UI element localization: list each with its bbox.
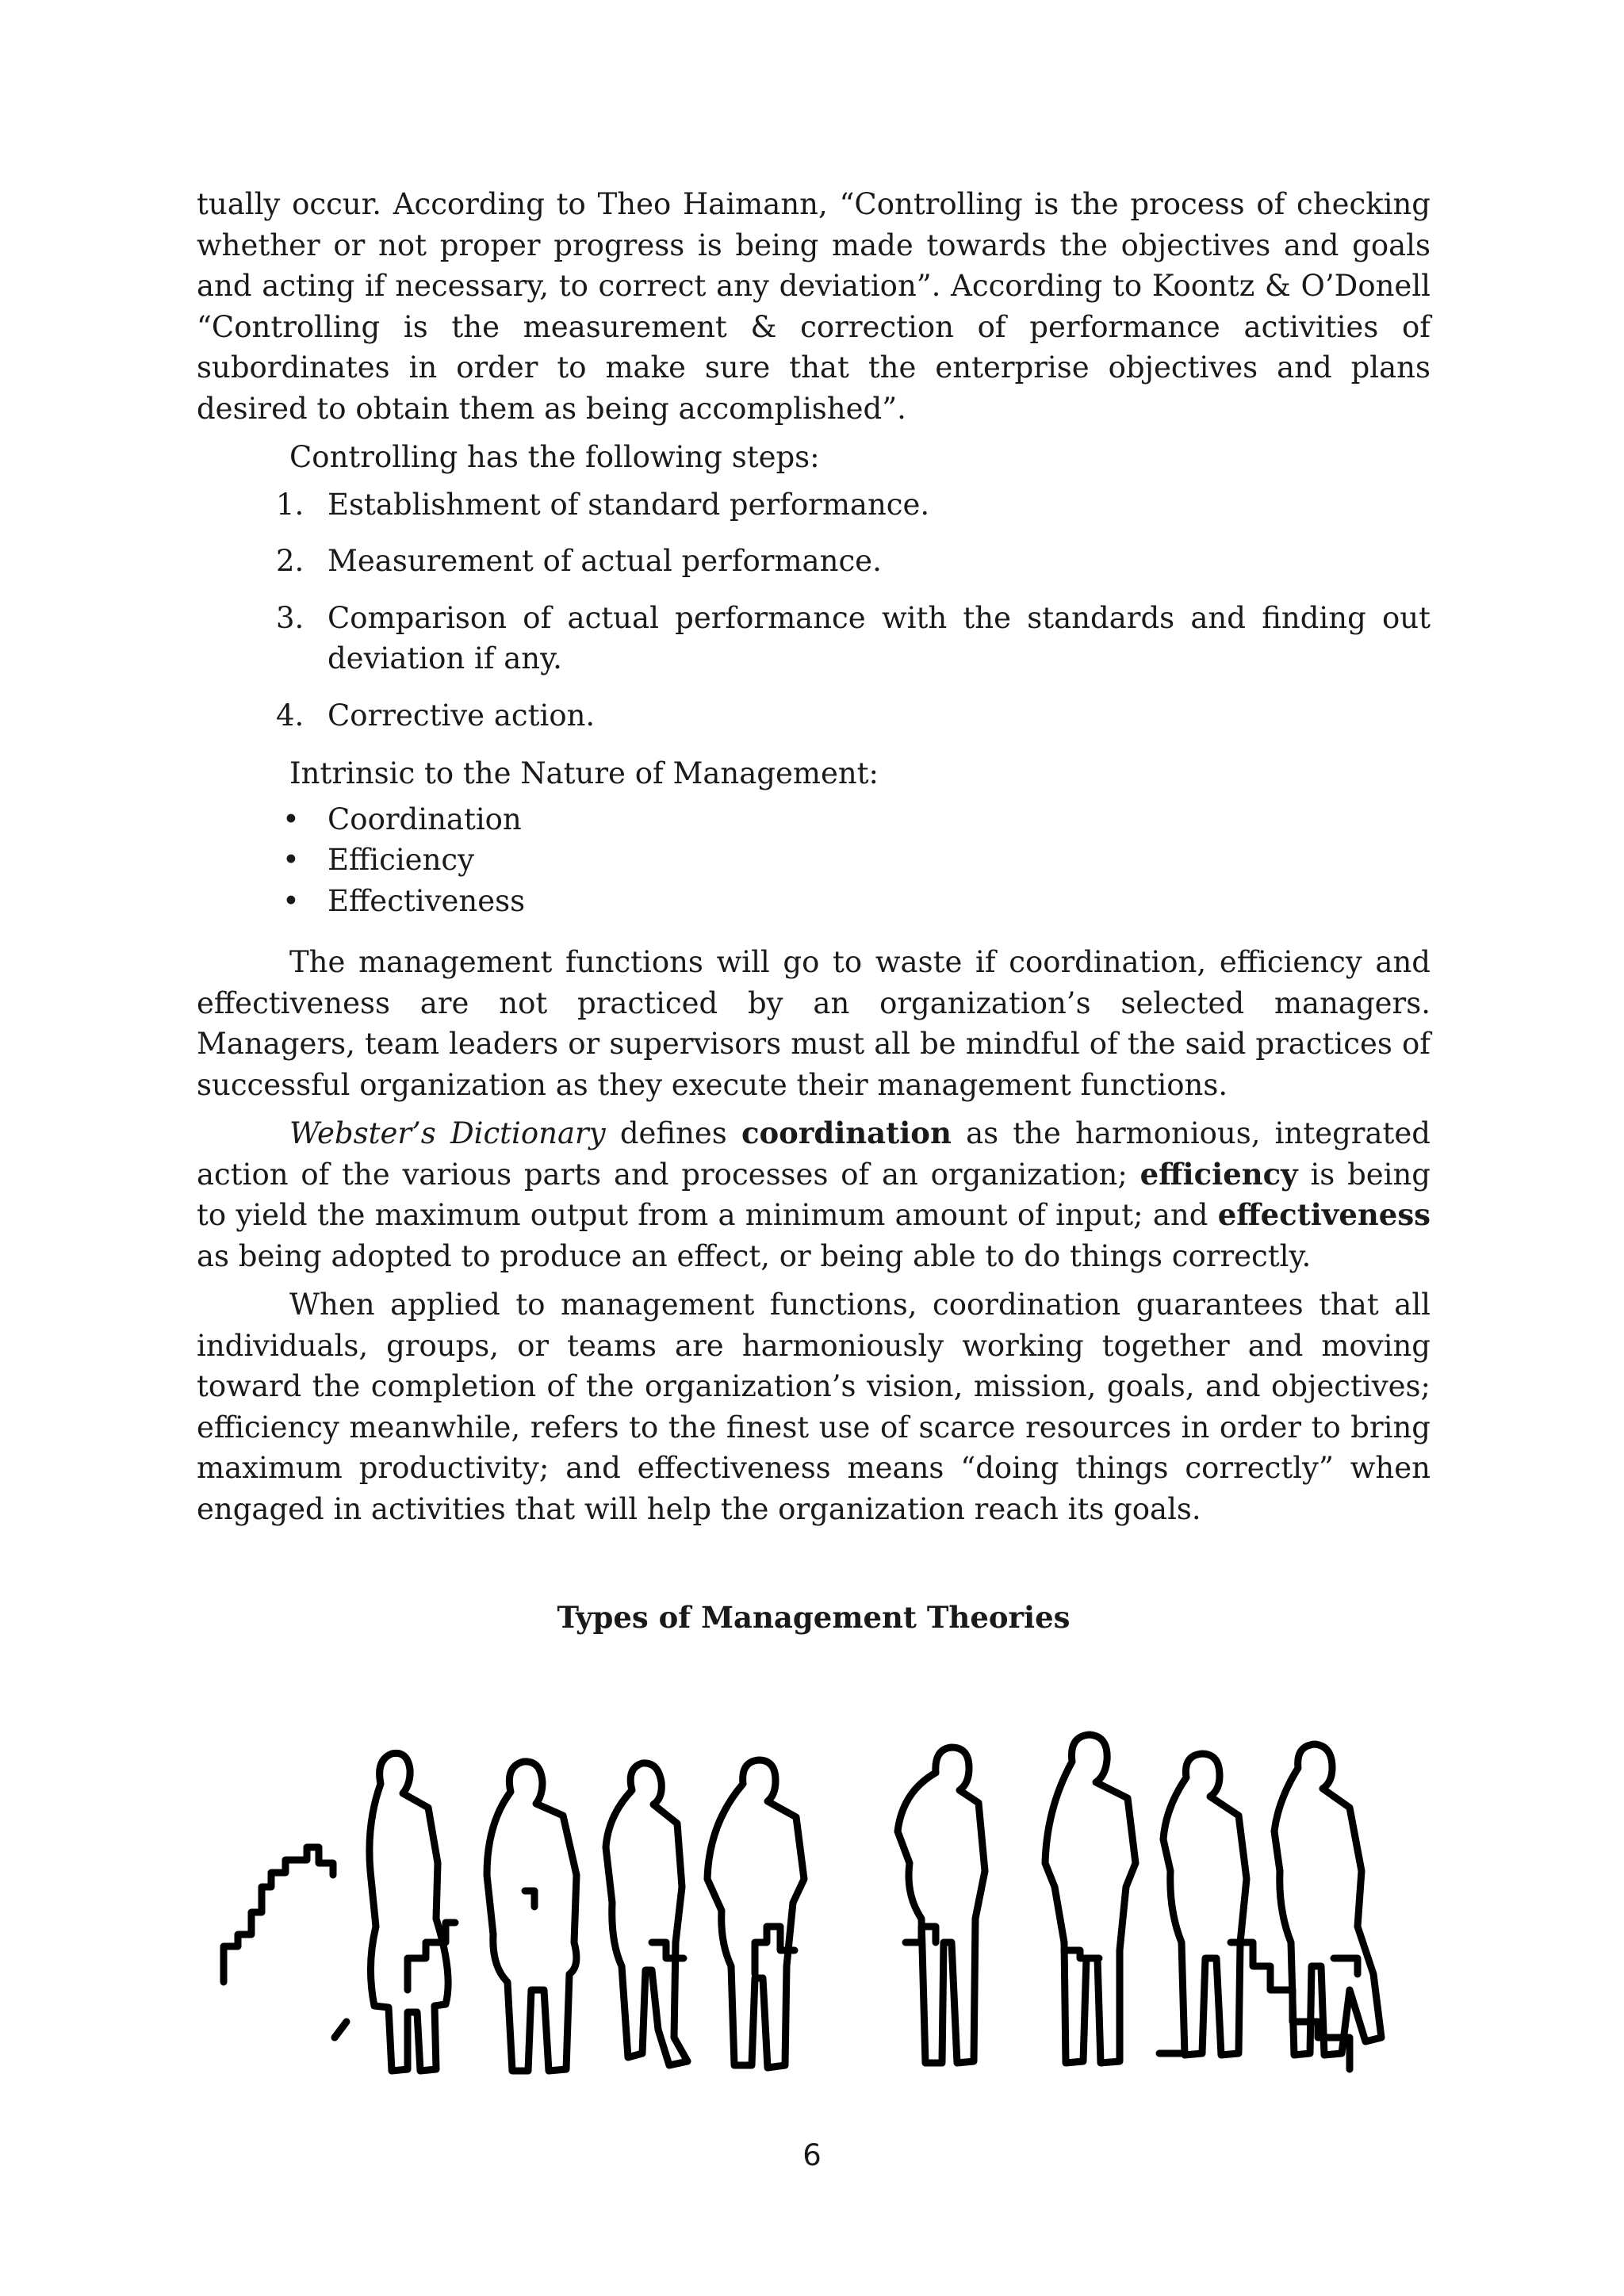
page-number: 6 — [802, 2138, 822, 2172]
step-number: 3. — [276, 600, 304, 635]
bullet-icon: • — [282, 802, 300, 836]
term-coordination: coordination — [741, 1115, 952, 1150]
bullet-icon: • — [282, 883, 300, 918]
person-silhouette-7 — [1163, 1754, 1247, 2055]
text-run: defines — [605, 1116, 741, 1150]
paragraph-haimann-koontz: tually occur. According to Theo Haimann, “Controlling is the process of checking whether or not proper progress is being made towards the objectives and goals and acting if necessary, to correct any deviation”. According to Koontz & O’Donell “Controlling is the measurement & correction of performance activities of subordinates in order to make sure that the enterprise objectives and plans desired to obtain them as being accomplished”. — [197, 187, 1431, 426]
paragraph-management-functions: The management functions will go to waste if coordination, efficiency and effectiveness are not practiced by an organization’s selected managers. Managers, team leaders or supervisors must all be mindful of the said practices of successful organization as they execute their management functions. — [197, 945, 1431, 1102]
step-number: 4. — [276, 698, 304, 733]
person-silhouette-3 — [606, 1763, 688, 2065]
text-run: as being adopted to produce an effect, or being able to do things correctly. — [197, 1238, 1312, 1273]
list-item — [197, 484, 1431, 526]
section-heading: Types of Management Theories — [557, 1600, 1071, 1635]
list-item — [197, 881, 1431, 922]
paragraph-webster-definitions — [197, 1113, 1431, 1276]
person-silhouette-4 — [707, 1760, 804, 2068]
person-silhouette-2 — [487, 1762, 576, 2071]
steps-intro: Controlling has the following steps: — [289, 440, 820, 474]
text-run: as the harmonious, integrated action of the various parts and processes of an organization; — [197, 1116, 1431, 1192]
list-item — [197, 541, 1431, 582]
step-number: 2. — [276, 544, 304, 578]
page-body — [197, 184, 1431, 1529]
step-text: Corrective action. — [327, 698, 596, 733]
nature-list — [197, 799, 1431, 922]
list-item — [197, 598, 1431, 679]
nature-item: Efficiency — [327, 843, 475, 877]
list-item — [197, 799, 1431, 840]
source-title: Webster’s Dictionary — [289, 1116, 606, 1150]
person-silhouette-6 — [1045, 1735, 1136, 2063]
step-number: 1. — [276, 487, 304, 522]
nature-intro: Intrinsic to the Nature of Management: — [289, 756, 879, 790]
person-silhouette-8 — [1274, 1744, 1381, 2055]
text-run: is being to yield the maximum output from a minimum amount of input; and — [197, 1157, 1431, 1232]
nature-item: Coordination — [327, 802, 522, 836]
term-effectiveness: effectiveness — [1217, 1197, 1431, 1232]
bullet-icon: • — [282, 843, 300, 877]
nature-item: Effectiveness — [327, 883, 526, 918]
step-text: Comparison of actual performance with the standards and finding out deviation if any. — [327, 600, 1431, 675]
step-text: Establishment of standard performance. — [327, 487, 930, 522]
term-efficiency: efficiency — [1139, 1156, 1298, 1192]
list-item — [197, 695, 1431, 737]
steps-list — [197, 484, 1431, 737]
people-silhouettes-illustration — [208, 1705, 1429, 2077]
paragraph-applied-functions: When applied to management functions, coordination guarantees that all individuals, groups, or teams are harmoniously working together and moving toward the completion of the organization’s vision, mission, goals, and objectives; efficiency meanwhile, refers to the finest use of scarce resources in order to bring maximum productivity; and effectiveness means “doing things correctly” when engaged in activities that will help the organization reach its goals. — [197, 1288, 1431, 1526]
list-item — [197, 840, 1431, 881]
person-silhouette-1 — [370, 1753, 448, 2071]
step-text: Measurement of actual performance. — [327, 544, 882, 578]
person-silhouette-5 — [898, 1747, 985, 2063]
